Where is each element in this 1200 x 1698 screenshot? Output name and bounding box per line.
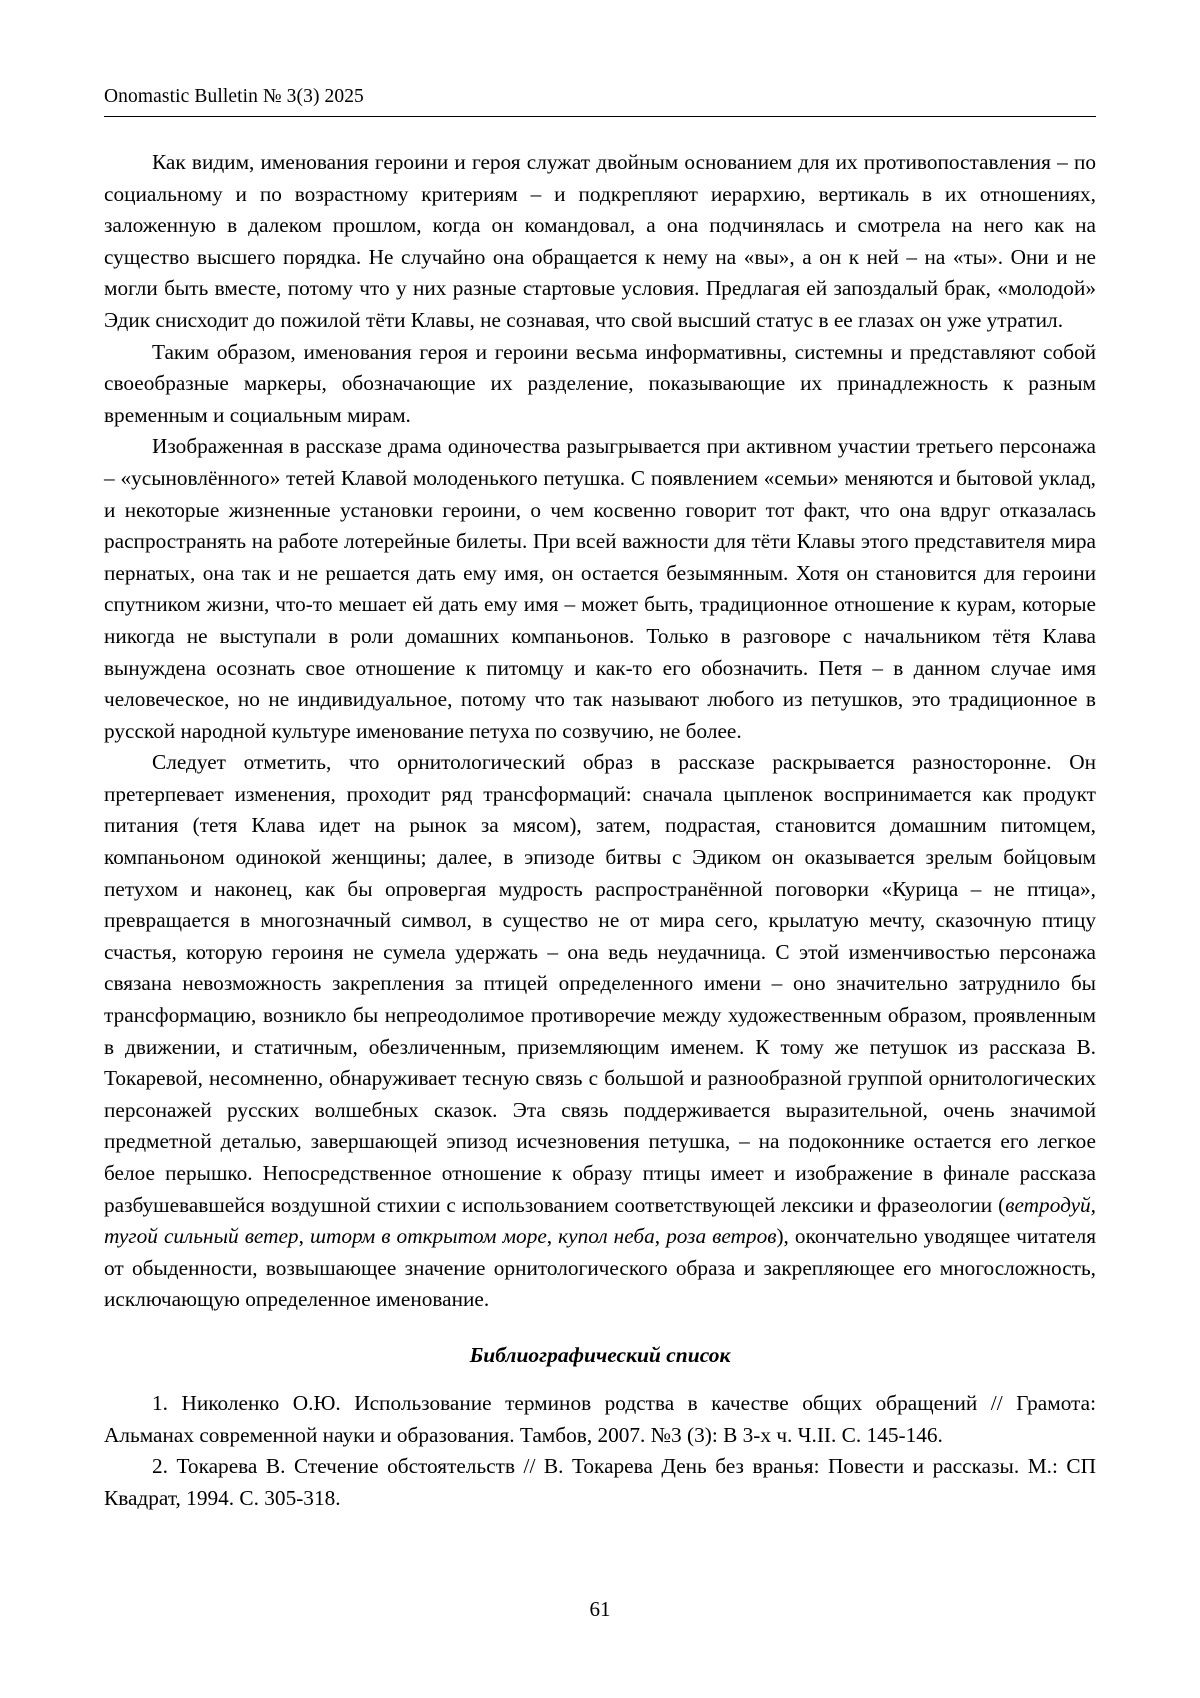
- running-head: Onomastic Bulletin № 3(3) 2025: [104, 86, 364, 107]
- separator-1: ,: [298, 1224, 310, 1249]
- italic-term-3: купол неба: [558, 1224, 655, 1249]
- separator-3: ,: [654, 1224, 667, 1249]
- separator-2: ,: [546, 1224, 559, 1249]
- italic-term-1: ветродуй, тугой сильный ветер: [104, 1192, 1096, 1249]
- paragraph-with-italics: [104, 747, 1096, 1316]
- article-body: [104, 147, 1096, 1316]
- reference-item: 2. Токарева В. Стечение обстоятельств // В. Токарева День без вранья: Повести и рассказы. М.: СП Квадрат, 1994. С. 305-318.: [104, 1454, 1096, 1510]
- italic-term-2: шторм в открытом море: [309, 1224, 547, 1249]
- paragraph-text-part2: ), окончательно уводящее читателя от обыденности, возвышающее значение орнитологического образа и закрепляющее его многосложность, исключающую определенное именование.: [104, 1224, 1096, 1312]
- header-divider: [104, 116, 1096, 117]
- page-number: 61: [589, 1597, 611, 1621]
- bibliography-heading: Библиографический список: [469, 1342, 731, 1367]
- bibliography-list: [104, 1388, 1096, 1514]
- paragraph: Как видим, именования героини и героя служат двойным основанием для их противопоставления – по социальному и по возрастному критериям – и подкрепляют иерархию, вертикаль в их отношениях, заложенную в далеком прошлом, когда он командовал, а она подчинялась и смотрела на него как на существо высшего порядка. Не случайно она обращается к нему на «вы», а он к ней – на «ты». Они и не могли быть вместе, потому что у них разные стартовые условия. Предлагая ей запоздалый брак, «молодой» Эдик снисходит до пожилой тёти Клавы, не сознавая, что свой высший статус в ее глазах он уже утратил.: [104, 150, 1096, 332]
- paragraph-text-part1: Следует отметить, что орнитологический образ в рассказе раскрывается разносторонне. Он претерпевает изменения, проходит ряд трансформаций: сначала цыпленок воспринимается как продукт питания (тетя Клава идет на рынок за мясом), затем, подрастая, становится домашним питомцем, компаньоном одинокой женщины; далее, в эпизоде битвы с Эдиком он оказывается зрелым бойцовым петухом и наконец, как бы опровергая мудрость распространённой поговорки «Курица – не птица», превращается в многозначный символ, в существо не от мира сего, крылатую мечту, сказочную птицу счастья, которую героиня не сумела удержать – она ведь неудачница. С этой изменчивостью персонажа связана невозможность закрепления за птицей определенного имени – оно значительно затруднило бы трансформацию, возникло бы непреодолимое противоречие между художественным образом, проявленным в движении, и статичным, обезличенным, приземляющим именем. К тому же петушок из рассказа В. Токаревой, несомненно, обнаруживает тесную связь с большой и разнообразной группой орнитологических персонажей русских волшебных сказок. Эта связь поддерживается выразительной, очень значимой предметной деталью, завершающей эпизод исчезновения петушка, – на подоконнике остается его легкое белое перышко. Непосредственное отношение к образу птицы имеет и изображение в финале рассказа разбушевавшейся воздушной стихии с использованием соответствующей лексики и фразеологии (: [104, 750, 1096, 1217]
- paragraph: Таким образом, именования героя и героини весьма информативны, системны и представляют собой своеобразные маркеры, обозначающие их разделение, показывающие их принадлежность к разным временным и социальным мирам.: [104, 339, 1096, 427]
- paragraph: Изображенная в рассказе драма одиночества разыгрывается при активном участии третьего персонажа – «усыновлённого» тетей Клавой молоденького петушка. С появлением «семьи» меняются и бытовой уклад, и некоторые жизненные установки героини, о чем косвенно говорит тот факт, что она вдруг отказалась распространять на работе лотерейные билеты. При всей важности для тёти Клавы этого представителя мира пернатых, она так и не решается дать ему имя, он остается безымянным. Хотя он становится для героини спутником жизни, что-то мешает ей дать ему имя – может быть, традиционное отношение к курам, которые никогда не выступали в роли домашних компаньонов. Только в разговоре с начальником тётя Клава вынуждена осознать свое отношение к питомцу и как-то его обозначить. Петя – в данном случае имя человеческое, но не индивидуальное, потому что так называют любого из петушков, это традиционное в русской народной культуре именование петуха по созвучию, не более.: [104, 434, 1096, 743]
- italic-term-4: роза ветров: [666, 1224, 777, 1249]
- reference-item: 1. Николенко О.Ю. Использование терминов родства в качестве общих обращений // Грамота: Альманах современной науки и образования. Тамбов, 2007. №3 (3): В 3-х ч. Ч.II. С. 145-146.: [104, 1390, 1096, 1447]
